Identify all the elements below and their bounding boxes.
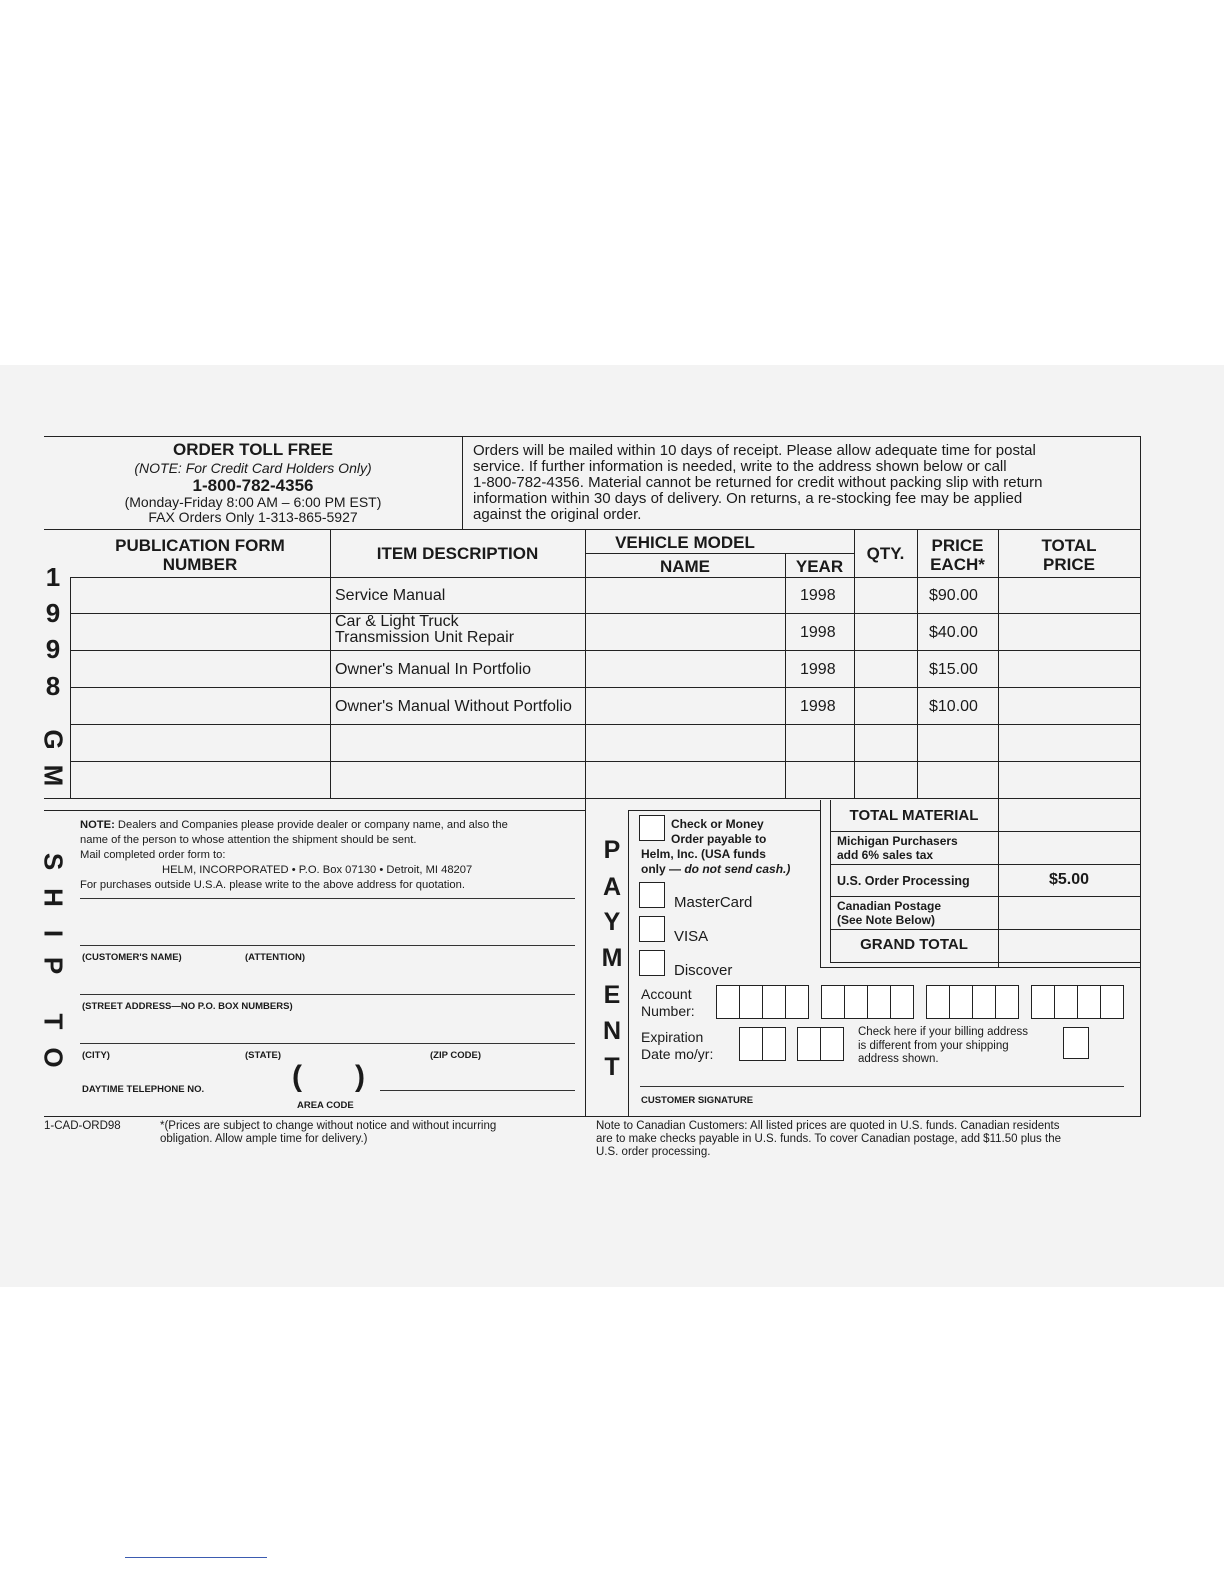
row-year: 1998 <box>800 624 836 641</box>
header-text: NUMBER <box>162 555 238 574</box>
ship-section-top <box>44 810 585 811</box>
area-code-label: AREA CODE <box>297 1100 354 1111</box>
note-text: Dealers and Companies please provide dealer or company name, and also the <box>117 819 508 831</box>
vehicle-model-underline <box>585 553 854 554</box>
side-letter: G <box>38 729 69 750</box>
check-line: Order payable to <box>671 832 767 846</box>
account-digit-box[interactable] <box>972 985 996 1019</box>
form-code: 1-CAD-ORD98 <box>44 1120 121 1132</box>
shipping-notice <box>473 443 1133 527</box>
expiration-line: Date mo/yr: <box>641 1046 714 1062</box>
expiration-month-box[interactable] <box>762 1027 786 1061</box>
billing-line: Check here if your billing address <box>858 1026 1029 1038</box>
header-divider <box>462 436 463 529</box>
table-col-line <box>998 529 999 967</box>
state-label: (STATE) <box>245 1050 282 1061</box>
row-item-line: Transmission Unit Repair <box>335 629 515 646</box>
header-bottom-line <box>44 529 1140 530</box>
row-price: $15.00 <box>929 661 978 678</box>
notice-line: Orders will be mailed within 10 days of receipt. Please allow adequate time for postal <box>473 442 1036 459</box>
note-label: NOTE: <box>80 819 115 831</box>
account-line: Account <box>641 986 692 1002</box>
row-price: $10.00 <box>929 698 978 715</box>
visa-checkbox[interactable] <box>639 916 665 942</box>
attention-label: (ATTENTION) <box>245 952 305 963</box>
side-letter: P <box>38 956 69 975</box>
totals-row-line <box>830 962 1140 963</box>
toll-free-title: ORDER TOLL FREE <box>173 440 333 459</box>
account-digit-box[interactable] <box>844 985 868 1019</box>
payment-letter: E <box>603 981 621 1009</box>
side-letter: 9 <box>45 634 61 664</box>
expiration-month-box[interactable] <box>739 1027 763 1061</box>
row-item-description: Owner's Manual Without Portfolio <box>335 698 572 715</box>
notice-line: information within 30 days of delivery. On returns, a re-stocking fee may be applied <box>473 490 1023 507</box>
notice-line: 1-800-782-4356. Material cannot be returned for credit without packing slip with return <box>473 474 1043 491</box>
check-money-order-text <box>641 817 821 877</box>
header-text: PUBLICATION FORM <box>115 536 285 555</box>
toll-free-block <box>44 440 462 528</box>
account-digit-box[interactable] <box>995 985 1019 1019</box>
city-label: (CITY) <box>82 1050 110 1061</box>
header-text: EACH* <box>930 555 985 574</box>
account-line: Number: <box>641 1003 695 1019</box>
table-row-line <box>44 798 1140 799</box>
header-text: PRICE <box>1043 555 1095 574</box>
city-line[interactable] <box>80 1043 575 1044</box>
header-text: PRICE <box>931 536 984 555</box>
check-line: Helm, Inc. (USA funds <box>641 847 766 861</box>
phone-label: DAYTIME TELEPHONE NO. <box>82 1084 205 1095</box>
check-line <box>641 862 821 877</box>
discover-label: Discover <box>674 962 733 979</box>
payment-letter: Y <box>603 908 621 936</box>
area-code-open-paren: ( <box>292 1060 302 1093</box>
account-digit-box[interactable] <box>867 985 891 1019</box>
payment-letter: N <box>602 1017 622 1045</box>
totals-row-line <box>830 831 1140 832</box>
side-letter: 8 <box>45 671 61 701</box>
table-col-line <box>330 529 331 798</box>
table-row-line <box>70 687 1140 688</box>
expiration-label <box>641 1029 713 1063</box>
header-text: TOTAL <box>1041 536 1097 555</box>
toll-free-hours: (Monday-Friday 8:00 AM – 6:00 PM EST) <box>124 494 382 510</box>
canadian-line: Canadian Postage <box>837 899 942 913</box>
visa-label: VISA <box>674 928 709 945</box>
us-processing-value: $5.00 <box>1048 871 1090 888</box>
side-letter: I <box>38 929 69 938</box>
account-digit-box[interactable] <box>926 985 950 1019</box>
prices-note <box>160 1120 496 1146</box>
mastercard-checkbox[interactable] <box>639 882 665 908</box>
totals-row-line <box>830 896 1140 897</box>
expiration-year-box[interactable] <box>820 1027 844 1061</box>
row-year: 1998 <box>800 587 836 604</box>
account-digit-box[interactable] <box>739 985 763 1019</box>
customer-name-label: (CUSTOMER'S NAME) <box>82 952 182 963</box>
row-price: $40.00 <box>929 624 978 641</box>
customer-name-line[interactable] <box>80 898 575 899</box>
grand-total-label: GRAND TOTAL <box>860 936 968 953</box>
bottom-blue-rule <box>125 1557 267 1558</box>
payment-letter: P <box>603 836 621 864</box>
table-row-line <box>70 613 1140 614</box>
zip-label: (ZIP CODE) <box>430 1050 482 1061</box>
side-letter: T <box>38 1013 69 1030</box>
account-digit-box[interactable] <box>1054 985 1078 1019</box>
payment-letter: M <box>601 944 623 972</box>
discover-checkbox[interactable] <box>639 950 665 976</box>
side-letter: 9 <box>45 598 61 628</box>
area-code-close-paren: ) <box>355 1060 365 1093</box>
canada-line: U.S. order processing. <box>596 1146 711 1158</box>
canadian-note <box>596 1120 1061 1159</box>
account-digit-box[interactable] <box>762 985 786 1019</box>
table-row-line <box>70 650 1140 651</box>
ship-note-line <box>80 818 508 833</box>
table-col-line <box>854 529 855 798</box>
payment-divider <box>628 810 629 1116</box>
street-address-label: (STREET ADDRESS—NO P.O. BOX NUMBERS) <box>82 1001 293 1012</box>
prices-line: obligation. Allow ample time for delivery.) <box>160 1133 368 1145</box>
row-item-description: Owner's Manual In Portfolio <box>335 661 532 678</box>
michigan-tax-label <box>837 834 958 862</box>
check-line: Check or Money <box>671 817 764 831</box>
header-top-line <box>44 436 462 437</box>
prices-line: *(Prices are subject to change without notice and without incurring <box>160 1120 497 1132</box>
table-col-line <box>585 529 586 1116</box>
header-vehicle-model: VEHICLE MODEL <box>615 533 755 552</box>
header-price-each <box>917 536 998 574</box>
phone-line[interactable] <box>380 1090 575 1091</box>
toll-free-note: (NOTE: For Credit Card Holders Only) <box>134 460 372 476</box>
totals-row-line <box>830 929 1140 930</box>
billing-address-note <box>858 1026 1028 1067</box>
account-digit-box[interactable] <box>1031 985 1055 1019</box>
expiration-year-box[interactable] <box>797 1027 821 1061</box>
notice-line: service. If further information is needed, write to the address shown below or call <box>473 458 1007 475</box>
notice-line: against the original order. <box>473 506 642 523</box>
row-year: 1998 <box>800 698 836 715</box>
total-material-label: TOTAL MATERIAL <box>849 807 979 824</box>
side-letter: M <box>38 764 69 787</box>
side-letter: O <box>38 1047 69 1068</box>
table-row-line <box>70 577 1140 578</box>
michigan-line: Michigan Purchasers <box>837 834 958 848</box>
account-digit-box[interactable] <box>1100 985 1124 1019</box>
toll-free-phone[interactable]: 1-800-782-4356 <box>192 476 314 495</box>
ship-outside-usa: For purchases outside U.S.A. please write to the above address for quotation. <box>80 879 465 891</box>
payment-letter: T <box>604 1053 620 1081</box>
payment-letter: A <box>602 873 622 901</box>
check-only: only — <box>641 862 685 876</box>
header-name: NAME <box>659 557 711 576</box>
street-address-line[interactable] <box>80 994 575 995</box>
header-publication-form <box>70 536 330 574</box>
header-item-description: ITEM DESCRIPTION <box>376 544 539 563</box>
table-row-line <box>70 761 1140 762</box>
canada-line: Note to Canadian Customers: All listed prices are quoted in U.S. funds. Canadian residents <box>596 1120 1060 1132</box>
account-digit-box[interactable] <box>716 985 740 1019</box>
row-year: 1998 <box>800 661 836 678</box>
mastercard-label: MasterCard <box>674 894 753 911</box>
account-digit-box[interactable] <box>949 985 973 1019</box>
payment-top-line <box>628 810 820 811</box>
billing-line: address shown. <box>858 1053 939 1065</box>
row-item-line: Car & Light Truck <box>335 613 459 630</box>
row-price: $90.00 <box>929 587 978 604</box>
table-row-line <box>70 724 1140 725</box>
billing-address-checkbox[interactable] <box>1063 1027 1089 1059</box>
ship-note-line: name of the person to whose attention the shipment should be sent. <box>80 834 417 846</box>
row-item-description: Service Manual <box>335 587 446 604</box>
signature-label: CUSTOMER SIGNATURE <box>641 1095 754 1106</box>
row-item-description <box>335 614 514 646</box>
header-year: YEAR <box>795 557 844 576</box>
ship-note-line: Mail completed order form to: <box>80 849 226 861</box>
header-qty: QTY. <box>866 544 905 563</box>
ship-address: HELM, INCORPORATED • P.O. Box 07130 • Detroit, MI 48207 <box>162 864 473 876</box>
side-letter: S <box>38 852 69 871</box>
account-digit-box[interactable] <box>1077 985 1101 1019</box>
account-digit-box[interactable] <box>821 985 845 1019</box>
billing-line: is different from your shipping <box>858 1039 1009 1052</box>
canadian-postage-label <box>837 899 941 927</box>
canada-line: are to make checks payable in U.S. funds. To cover Canadian postage, add $11.50 plus the <box>596 1133 1061 1145</box>
account-number-label <box>641 986 695 1020</box>
totals-row-line <box>830 864 1140 865</box>
customer-name-line-2[interactable] <box>80 945 575 946</box>
expiration-line: Expiration <box>641 1029 704 1045</box>
account-digit-box[interactable] <box>890 985 914 1019</box>
side-letter: H <box>38 888 69 907</box>
header-total-price <box>998 536 1140 574</box>
michigan-line: add 6% sales tax <box>837 848 934 862</box>
form-bottom-line <box>44 1116 1140 1117</box>
totals-bottom-line <box>820 967 1140 968</box>
canadian-line: (See Note Below) <box>837 913 936 927</box>
us-processing-label: U.S. Order Processing <box>837 874 970 888</box>
check-no-cash: do not send cash.) <box>684 862 791 876</box>
account-digit-box[interactable] <box>785 985 809 1019</box>
fax-orders: FAX Orders Only 1-313-865-5927 <box>148 509 358 525</box>
signature-line[interactable] <box>640 1086 1124 1087</box>
side-letter: 1 <box>45 562 61 592</box>
